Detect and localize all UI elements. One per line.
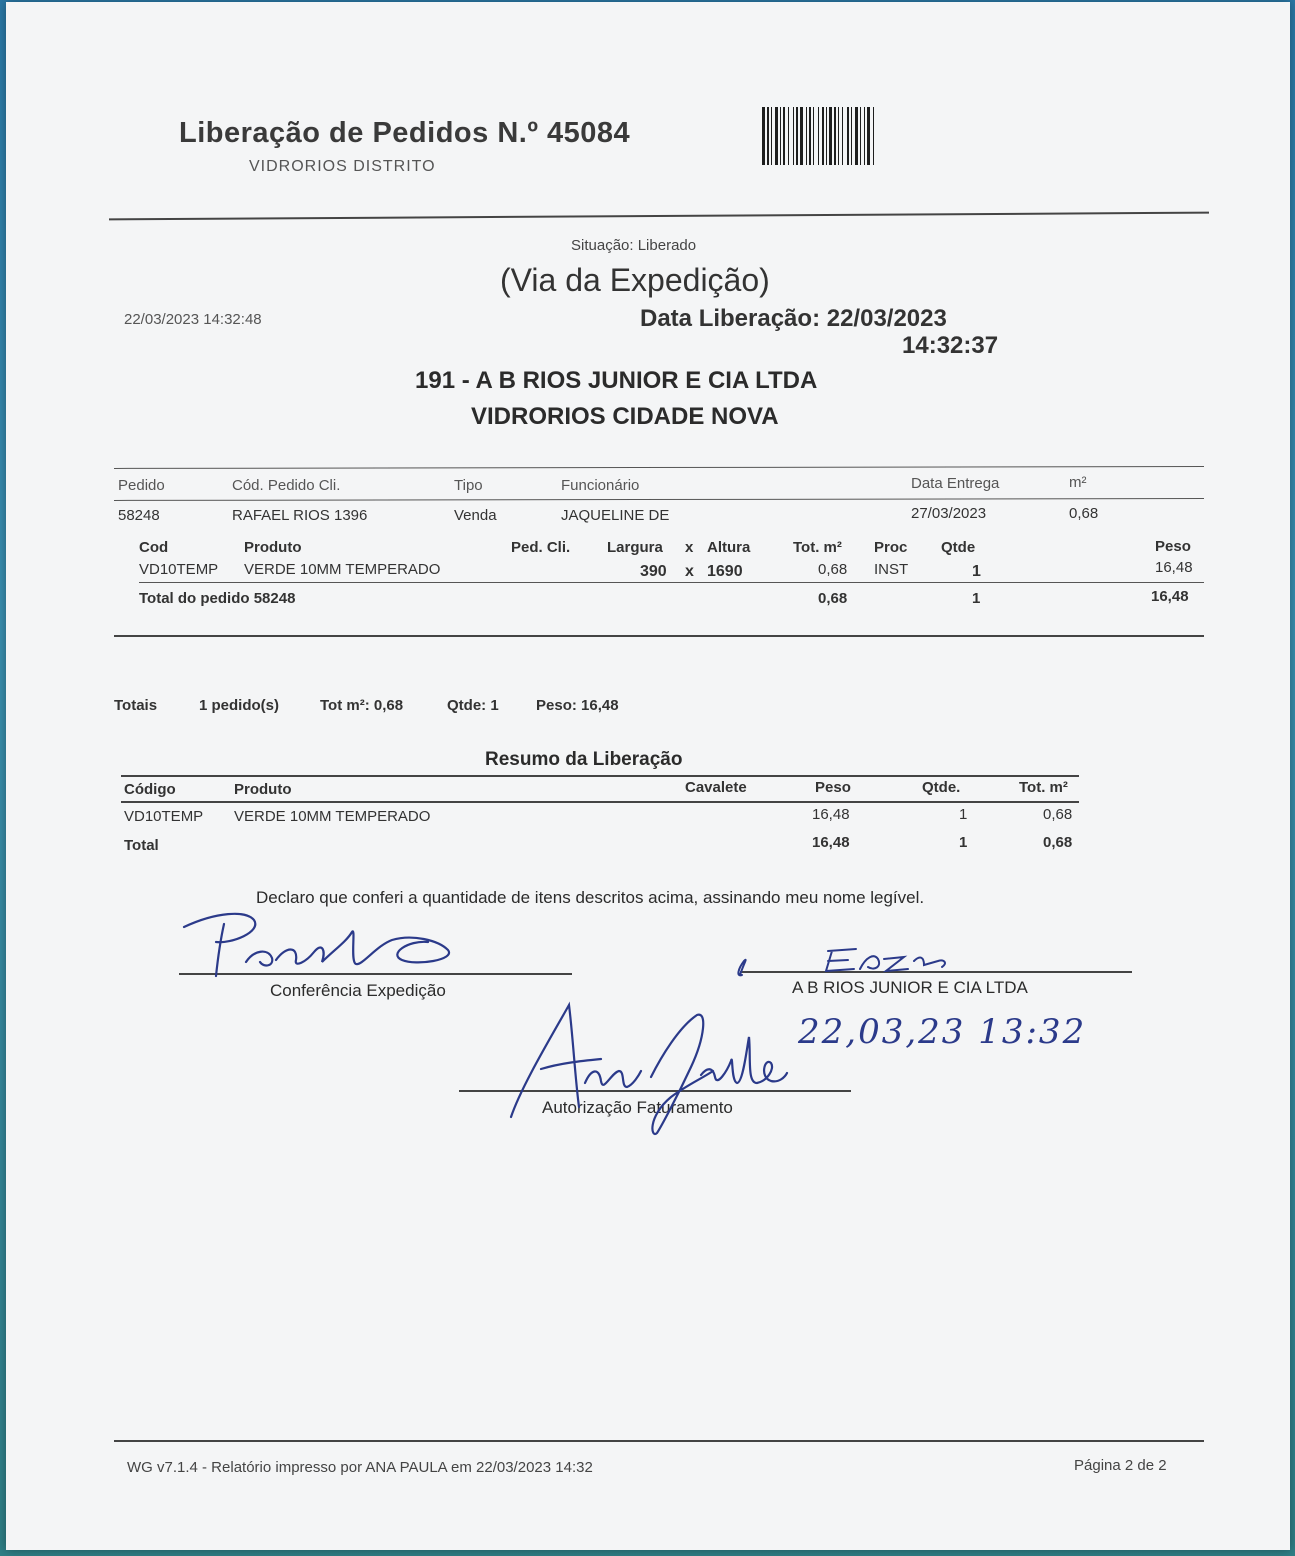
summary-total-peso: 16,48 — [812, 834, 850, 851]
totals-peso: Peso: 16,48 — [536, 697, 619, 714]
summary-total-label: Total — [124, 837, 159, 854]
header-cod-pedido-cli: Cód. Pedido Cli. — [232, 477, 341, 494]
autorizacao-label: Autorização Faturamento — [542, 1098, 733, 1117]
item-produto: VERDE 10MM TEMPERADO — [244, 561, 441, 578]
barcode-icon — [762, 107, 956, 165]
order-m2: 0,68 — [1069, 505, 1099, 522]
summary-total-qtde: 1 — [959, 834, 968, 851]
item-header-ped-cli: Ped. Cli. — [511, 539, 571, 556]
ana-paula-signature-icon — [501, 997, 791, 1142]
item-x: x — [685, 563, 694, 580]
release-time: 14:32:37 — [902, 332, 999, 359]
header-divider — [109, 212, 1209, 221]
client-name: 191 - A B RIOS JUNIOR E CIA LTDA — [415, 367, 818, 394]
header-tipo: Tipo — [454, 477, 483, 494]
order-table-top-rule — [114, 466, 1204, 469]
item-header-proc: Proc — [874, 539, 908, 556]
printed-timestamp: 22/03/2023 14:32:48 — [124, 311, 262, 328]
company-label: A B RIOS JUNIOR E CIA LTDA — [792, 978, 1028, 997]
item-altura: 1690 — [707, 563, 743, 580]
client-store: VIDRORIOS CIDADE NOVA — [471, 403, 779, 430]
order-total-m2: 0,68 — [818, 590, 848, 607]
summary-total-tot-m2: 0,68 — [1043, 834, 1073, 851]
summary-header-rule — [121, 801, 1079, 803]
order-cod-pedido-cli: RAFAEL RIOS 1396 — [232, 507, 368, 524]
summary-peso: 16,48 — [812, 806, 850, 823]
header-pedido: Pedido — [118, 477, 165, 494]
status-label: Situação: Liberado — [571, 237, 697, 254]
summary-header-produto: Produto — [234, 781, 292, 798]
header-funcionario: Funcionário — [561, 477, 640, 494]
item-header-tot-m2: Tot. m² — [793, 539, 842, 556]
order-total-peso: 16,48 — [1151, 588, 1189, 605]
header-data-entrega: Data Entrega — [911, 475, 1000, 492]
order-data-entrega: 27/03/2023 — [911, 505, 987, 522]
paulo-signature-icon — [176, 902, 476, 982]
footer-rule — [114, 1440, 1204, 1442]
item-header-largura: Largura — [607, 539, 663, 556]
summary-codigo: VD10TEMP — [124, 808, 204, 825]
totals-pedidos: 1 pedido(s) — [199, 697, 280, 714]
conferencia-label: Conferência Expedição — [270, 981, 446, 1000]
summary-header-peso: Peso — [815, 779, 851, 796]
handwritten-date: 22,03,23 13:32 — [798, 1012, 1087, 1052]
header-m2: m² — [1069, 474, 1087, 491]
summary-header-tot-m2: Tot. m² — [1019, 779, 1068, 796]
page-number: Página 2 de 2 — [1074, 1457, 1167, 1474]
order-pedido: 58248 — [118, 507, 160, 524]
summary-qtde: 1 — [959, 806, 968, 823]
summary-header-codigo: Código — [124, 781, 176, 798]
item-header-qtde: Qtde — [941, 539, 976, 556]
company-subtitle: VIDRORIOS DISTRITO — [249, 158, 436, 175]
item-proc: INST — [874, 561, 909, 578]
item-tot-m2: 0,68 — [818, 561, 848, 578]
item-header-altura: Altura — [707, 539, 751, 556]
summary-produto: VERDE 10MM TEMPERADO — [234, 808, 431, 825]
order-funcionario: JAQUELINE DE — [561, 507, 670, 524]
release-date: Data Liberação: 22/03/2023 — [640, 305, 947, 332]
summary-header-qtde: Qtde. — [922, 779, 961, 796]
item-header-produto: Produto — [244, 539, 302, 556]
document-page — [6, 2, 1290, 1550]
order-total-label: Total do pedido 58248 — [139, 590, 296, 607]
summary-header-cavalete: Cavalete — [685, 779, 747, 796]
order-header-rule — [114, 498, 1204, 501]
summary-tot-m2: 0,68 — [1043, 806, 1073, 823]
order-table-bottom-rule — [114, 635, 1204, 637]
footer-print-info: WG v7.1.4 - Relatório impresso por ANA PAULA em 22/03/2023 14:32 — [127, 1459, 593, 1476]
item-header-peso: Peso — [1155, 538, 1191, 555]
item-total-rule — [139, 582, 1204, 583]
item-cod: VD10TEMP — [139, 561, 219, 578]
declaration-text: Declaro que conferi a quantidade de itens descritos acima, assinando meu nome legível. — [256, 888, 925, 907]
summary-top-rule — [121, 775, 1079, 777]
item-header-x: x — [685, 539, 694, 556]
item-peso: 16,48 — [1155, 559, 1193, 576]
totals-label: Totais — [114, 697, 158, 714]
order-total-qtde: 1 — [972, 590, 981, 607]
copy-type-heading: (Via da Expedição) — [500, 262, 770, 298]
item-header-cod: Cod — [139, 539, 169, 556]
document-title: Liberação de Pedidos N.º 45084 — [179, 117, 631, 149]
totals-qtde: Qtde: 1 — [447, 697, 499, 714]
totals-m2: Tot m²: 0,68 — [320, 697, 404, 714]
summary-title: Resumo da Liberação — [485, 749, 683, 770]
company-signature-icon — [728, 937, 978, 982]
item-largura: 390 — [640, 563, 667, 580]
item-qtde: 1 — [972, 563, 981, 580]
order-tipo: Venda — [454, 507, 497, 524]
